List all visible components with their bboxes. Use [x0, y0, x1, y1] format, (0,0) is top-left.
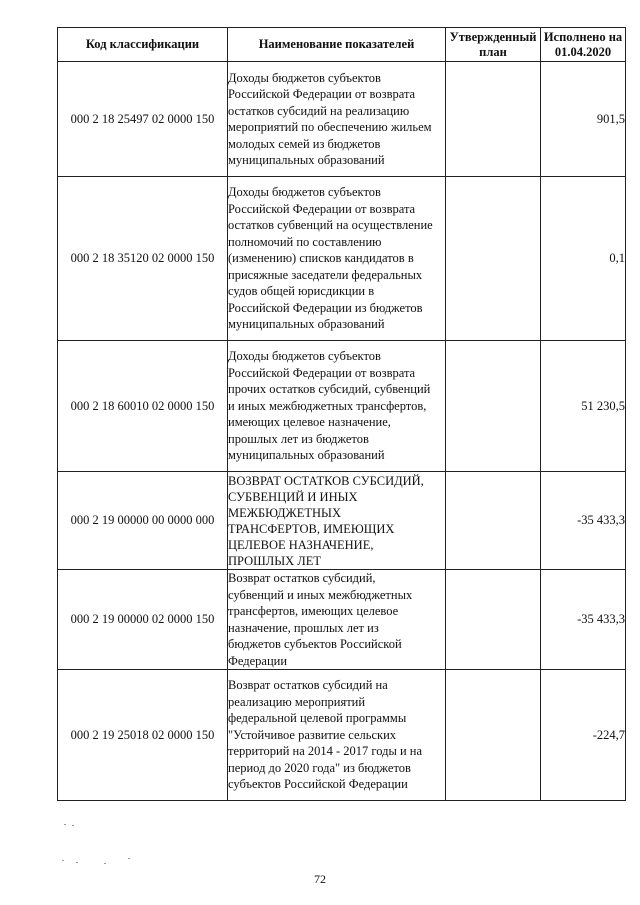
row-name: Доходы бюджетов субъектов Российской Федерации от возврата остатков субвенций на осуществление полномочий по составлению (изменению) списков кандидатов в присяжные заседатели федеральных судов общей юрисдикции в Российской Федерации из бюджетов муниципальных образований — [228, 177, 446, 341]
row-code: 000 2 19 25018 02 0000 150 — [58, 670, 228, 801]
row-name: ВОЗВРАТ ОСТАТКОВ СУБСИДИЙ, СУБВЕНЦИЙ И ИНЫХ МЕЖБЮДЖЕТНЫХ ТРАНСФЕРТОВ, ИМЕЮЩИХ ЦЕЛЕВОЕ НАЗНАЧЕНИЕ, ПРОШЛЫХ ЛЕТ — [228, 472, 446, 570]
row-plan — [446, 341, 541, 472]
table-row — [58, 62, 626, 177]
table-row — [58, 177, 626, 341]
table-header-row — [58, 28, 626, 62]
header-name: Наименование показателей — [228, 28, 446, 62]
row-executed: 0,1 — [541, 177, 626, 341]
row-code: 000 2 19 00000 00 0000 000 — [58, 472, 228, 570]
row-code: 000 2 18 25497 02 0000 150 — [58, 62, 228, 177]
row-plan — [446, 177, 541, 341]
table-row — [58, 570, 626, 670]
row-name: Доходы бюджетов субъектов Российской Федерации от возврата остатков субсидий на реализацию мероприятий по обеспечению жильем молодых семей из бюджетов муниципальных образований — [228, 62, 446, 177]
table-row — [58, 341, 626, 472]
header-code: Код классификации — [58, 28, 228, 62]
row-plan — [446, 570, 541, 670]
header-executed: Исполнено на 01.04.2020 — [541, 28, 626, 62]
row-code: 000 2 19 00000 02 0000 150 — [58, 570, 228, 670]
scan-artifacts — [60, 822, 160, 872]
table-row — [58, 472, 626, 570]
row-executed: 901,5 — [541, 62, 626, 177]
revenue-table — [57, 27, 626, 801]
row-name: Доходы бюджетов субъектов Российской Федерации от возврата прочих остатков субсидий, субвенций и иных межбюджетных трансфертов, имеющих целевое назначение, прошлых лет из бюджетов муниципальных образований — [228, 341, 446, 472]
row-executed: -35 433,3 — [541, 570, 626, 670]
row-code: 000 2 18 60010 02 0000 150 — [58, 341, 228, 472]
row-plan — [446, 670, 541, 801]
row-executed: -35 433,3 — [541, 472, 626, 570]
table-row — [58, 670, 626, 801]
row-executed: 51 230,5 — [541, 341, 626, 472]
page-number: 72 — [314, 872, 326, 886]
row-name: Возврат остатков субсидий, субвенций и иных межбюджетных трансфертов, имеющих целевое назначение, прошлых лет из бюджетов субъектов Российской Федерации — [228, 570, 446, 670]
row-executed: -224,7 — [541, 670, 626, 801]
row-name: Возврат остатков субсидий на реализацию мероприятий федеральной целевой программы "Устойчивое развитие сельских территорий на 2014 - 2017 годы и на период до 2020 года" из бюджетов субъектов Российской Федерации — [228, 670, 446, 801]
row-code: 000 2 18 35120 02 0000 150 — [58, 177, 228, 341]
row-plan — [446, 472, 541, 570]
header-plan: Утвержденный план — [446, 28, 541, 62]
row-plan — [446, 62, 541, 177]
